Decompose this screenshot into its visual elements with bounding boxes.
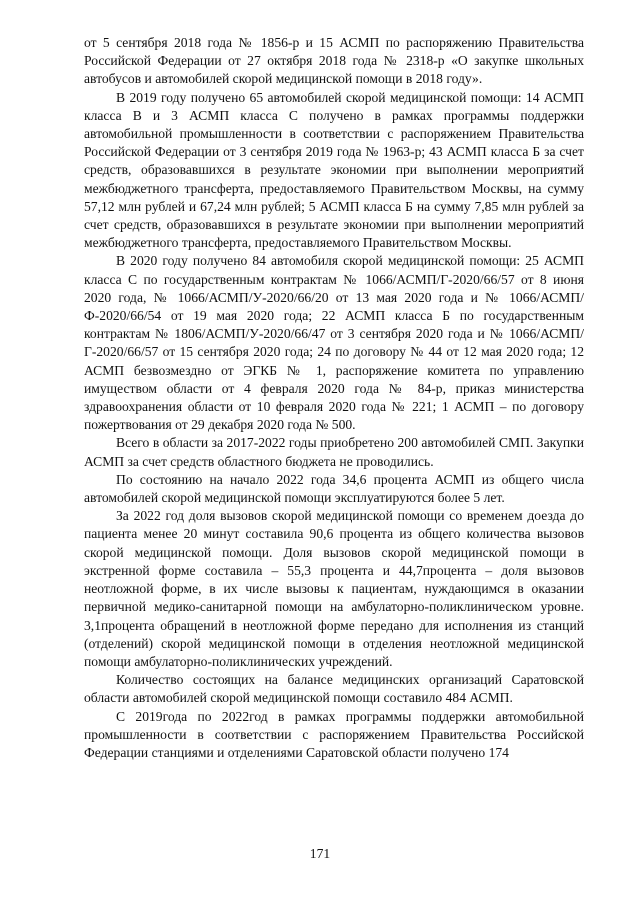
paragraph-fleet-age: По состоянию на начало 2022 года 34,6 процента АСМП из общего числа автомобилей скорой медицинской помощи эксплуатируются более 5 лет.: [84, 471, 584, 506]
document-page: [84, 34, 584, 762]
page-number: 171: [309, 846, 331, 861]
paragraph-support-program: С 2019года по 2022год в рамках программы поддержки автомобильной промышленности в соответствии с распоряжением Правительства Российской Федерации станциями и отделениями Саратовской области получено 174: [84, 708, 584, 760]
paragraph-total-purchases: Всего в области за 2017-2022 годы приобретено 200 автомобилей СМП. Закупки АСМП за счет средств областного бюджета не проводились.: [84, 435, 584, 469]
paragraph-call-statistics: За 2022 год доля вызовов скорой медицинской помощи со временем доезда до пациента менее 20 минут составила 90,6 процента из общего количества вызовов скорой медицинской помощи. Доля вызовов скорой медицинской помощи в экстренной форме составила – 55,3 процента и 44,7процента – доля вызовов неотложной форме, в их числе вызовы к пациентам, нуждающимся в оказании первичной медико-санитарной помощи на амбулаторно-поликлиническом уровне. 3,1процента обращений в неотложной форме передано для исполнения из станций (отделений) скорой медицинской помощи в отделения неотложной медицинской помощи амбулаторно-поликлинических учреждений.: [84, 508, 584, 669]
paragraph-continuation: от 5 сентября 2018 года № 1856-р и 15 АСМП по распоряжению Правительства Российской Федерации от 27 октября 2018 года № 2318-р «О закупке школьных автобусов и автомобилей скорой медицинской помощи в 2018 году».: [84, 35, 584, 87]
paragraph-fleet-count: Количество состоящих на балансе медицинских организаций Саратовской области автомобилей скорой медицинской помощи составило 484 АСМП.: [84, 672, 584, 706]
paragraph-2020-vehicles: В 2020 году получено 84 автомобиля скорой медицинской помощи: 25 АСМП класса С по государственным контрактам № 1066/АСМП/Г-2020/66/57 от 8 июня 2020 года, № 1066/АСМП/У-2020/66/20 от 13 мая 2020 года и № 1066/АСМП/Ф-2020/66/54 от 19 мая 2020 года; 22 АСМП класса Б по государственным контрактам № 1806/АСМП/У-2020/66/47 от 3 сентября 2020 года и № 1066/АСМП/Г-2020/66/57 от 15 сентября 2020 года; 24 по договору № 44 от 12 мая 2020 года; 12 АСМП безвозмездно от ЭГКБ № 1, распоряжение комитета по управлению имуществом области от 4 февраля 2020 года № 84-р, приказ министерства здравоохранения области от 10 февраля 2020 года № 221; 1 АСМП – по договору пожертвования от 29 декабря 2020 года № 500.: [84, 253, 584, 433]
paragraph-2019-vehicles: В 2019 году получено 65 автомобилей скорой медицинской помощи: 14 АСМП класса В и 3 АСМП класса С получено в рамках программы поддержки автомобильной промышленности в соответствии с распоряжением Правительства Российской Федерации от 3 сентября 2019 года № 1963-р; 43 АСМП класса Б за счет средств, образовавшихся в результате экономии при выполнении мероприятий межбюджетного трансферта, предоставляемого Правительством Москвы, на сумму 57,12 млн рублей и 67,24 млн рублей; 5 АСМП класса Б на сумму 7,85 млн рублей за счет средств, образовавшихся в результате экономии при выполнении мероприятий межбюджетного трансферта, предоставляемого Правительством Москвы.: [84, 89, 584, 251]
